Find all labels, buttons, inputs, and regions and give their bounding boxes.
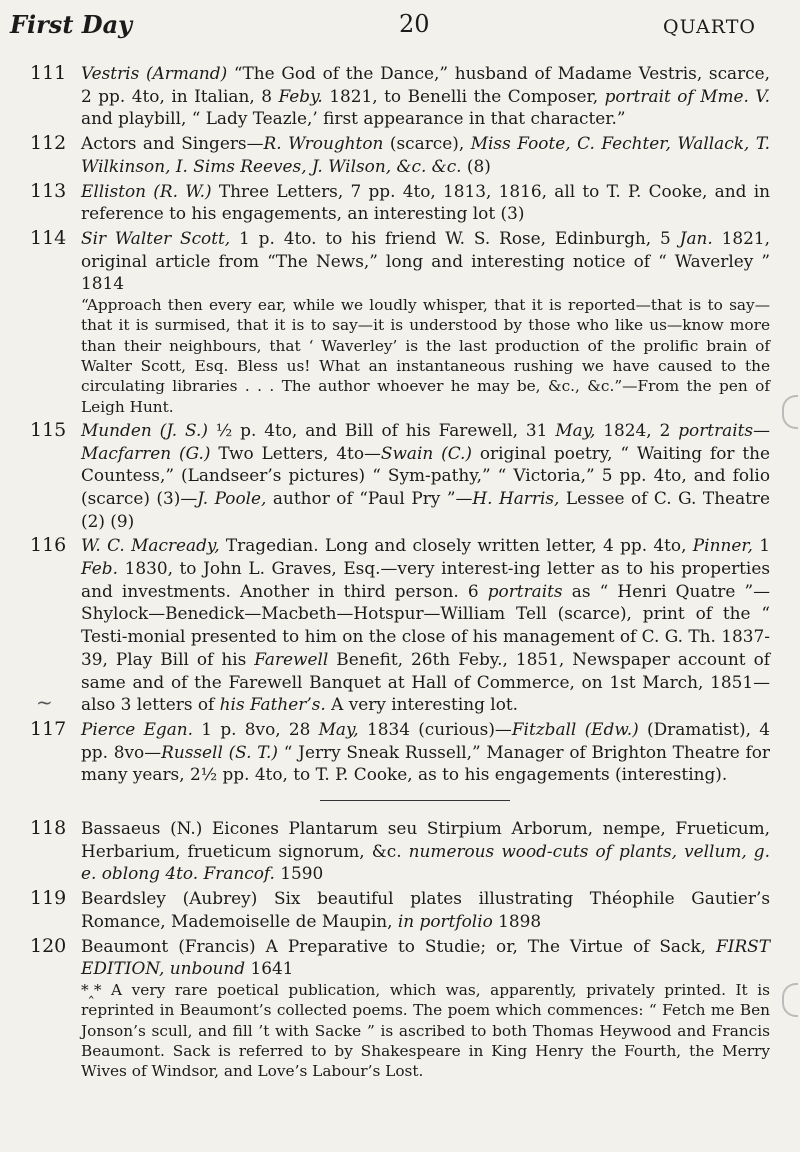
lot-text-segment: numerous wood-cuts of plants, vellum, g. e.: [81, 840, 770, 884]
lot-text-segment: Miss Foote, C. Fechter, Wallack, T. Wilkinson, I. Sims Reeves, J. Wilson, &c. &c.: [81, 133, 770, 176]
lot-text-segment: May,: [318, 718, 359, 739]
lot-entry: [30, 935, 770, 1082]
lot-entry: [30, 180, 770, 225]
lot-text-segment: 1834 (curious)—: [358, 718, 512, 739]
lot-description: [81, 935, 770, 980]
lot-text-segment: oblong 4to. Francof.: [101, 863, 275, 884]
format-label: QUARTO: [663, 16, 756, 38]
lot-text-segment: Russell (S. T.): [161, 741, 279, 762]
lot-text-segment: Jan.: [679, 227, 713, 248]
lot-text-segment: Beaumont (Francis) A Preparative to Studie; or, The Virtue of Sack,: [81, 935, 717, 956]
lot-entry: [30, 718, 770, 786]
lot-text-segment: as “ Henri Quatre ”—Shylock—Benedick—Macbeth—Hotspur—William Tell (scarce), print of the “ Testi-monial presented to him on the close of his management of C. G. Th. 1837-39, Play Bill of his: [81, 580, 770, 669]
lot-text-segment: in portfolio: [397, 910, 493, 931]
lot-text-segment: original poetry, “ Waiting for the Countess,” (Landseer’s pictures) “ Sym-pathy,” “ Victoria,” 5 pp. 4to, and folio (scarce) (3)—: [81, 442, 770, 508]
binding-tab: [782, 395, 798, 429]
lot-text-segment: Tragedian. Long and closely written letter, 4 pp. 4to,: [219, 535, 693, 556]
lot-number: 120: [30, 934, 67, 957]
lot-number: 114: [30, 226, 67, 249]
lot-text-segment: 1590: [274, 863, 324, 884]
lot-text-segment: Benefit, 26th Feby., 1851, Newspaper account of same and of the Farewell Banquet at Hall of Commerce, on 1st March, 1851—also 3 letters of: [81, 648, 771, 715]
lot-text-segment: Beardsley (Aubrey) Six beautiful plates illustrating Théophile Gautier’s Romance, Mademoiselle de Maupin,: [81, 888, 770, 931]
lot-text-segment: Lessee of C. G. Theatre (2) (9): [81, 487, 770, 531]
lot-entry: [30, 534, 770, 716]
lot-note: “Approach then every ear, while we loudly whisper, that it is reported—that is to say—that it is surmised, that it is to say—it is understood by those who like us—know more than their neighbours, that ‘ Waverley’ is the last production of the prolific brain of Walter Scott, Esq. Bless us! What an instantaneous rushing we have caused to the circulating libraries . . . The author whoever he may be, &c., &c.”—From the pen of Leigh Hunt.: [81, 296, 770, 416]
page-header: [0, 8, 800, 48]
lot-entry: [30, 817, 770, 885]
lot-text-segment: and playbill, “ Lady Teazle,’ first appearance in that character.”: [81, 108, 626, 129]
lot-text-segment: Pierce Egan.: [81, 718, 194, 739]
lot-text-segment: 1821, original article from “The News,” long and interesting notice of “ Waverley ” 1814: [81, 227, 770, 294]
lot-text-segment: Three Letters, 7 pp. 4to, 1813, 1816, all to T. P. Cooke, and in reference to his engagements, an interesting lot (3): [81, 180, 770, 224]
lot-text-segment: Two Letters, 4to—: [210, 442, 381, 463]
lot-text-segment: portraits: [487, 580, 563, 601]
lot-description: [81, 887, 770, 932]
lot-text-segment: “The God of the Dance,” husband of Madame Vestris, scarce, 2 pp. 4to, in Italian, 8: [81, 63, 770, 106]
lot-text-segment: 1898: [492, 910, 542, 931]
binding-tab: [782, 983, 798, 1017]
lot-text-segment: 1830, to John L. Graves, Esq.—very interest-ing letter as to his properties and investments. Another in third person. 6: [81, 558, 770, 601]
lot-text-segment: “ Jerry Sneak Russell,” Manager of Brighton Theatre for many years, 2½ pp. 4to, to T. P. Cooke, as to his engagements (interesting).: [81, 741, 771, 785]
lot-description: [81, 180, 770, 225]
lot-entry: [30, 227, 770, 417]
lot-text-segment: 1641: [245, 958, 294, 979]
lot-text-segment: author of “Paul Pry ”—: [266, 487, 473, 508]
page-number: 20: [399, 10, 430, 38]
lot-text-segment: 1824, 2: [595, 419, 679, 440]
lot-text-segment: (8): [461, 155, 491, 176]
lot-number: 111: [30, 62, 67, 84]
lot-text-segment: W. C. Macready,: [81, 535, 220, 556]
lot-text-segment: portrait of Mme. V.: [604, 85, 770, 106]
lot-number: 116: [30, 534, 67, 557]
lot-description: [81, 62, 770, 130]
lot-description: [81, 227, 770, 295]
lot-text-segment: 1 p. 8vo, 28: [193, 718, 319, 739]
lot-number: 117: [30, 717, 67, 740]
lot-text-segment: Feb.: [81, 558, 118, 579]
lot-text-segment: 1: [752, 535, 770, 556]
lot-text-segment: 1821, to Benelli the Composer,: [322, 85, 605, 106]
lot-text-segment: Pinner,: [692, 535, 753, 556]
lot-description: [81, 817, 770, 885]
lot-number: 112: [30, 132, 67, 155]
lot-text-segment: R. Wroughton: [263, 133, 384, 154]
lot-note: *‸* A very rare poetical publication, which was, apparently, privately printed. It is reprinted in Beaumont’s collected poems. The poem which commences: “ Fetch me Ben Jonson’s scull, and fill ’t with Sacke ” is ascribed to both Thomas Heywood and Francis Beaumont. Sack is referred to by Shakespeare in King Henry the Fourth, the Merry Wives of Windsor, and Love’s Labour’s Lost.: [81, 980, 770, 1081]
lot-text-segment: Fitzball (Edw.): [511, 718, 639, 739]
lot-text-segment: (scarce),: [383, 133, 471, 154]
lot-text-segment: H. Harris,: [472, 487, 560, 508]
lot-entry: [30, 419, 770, 533]
section-divider: [320, 800, 510, 801]
lot-text-segment: Sir Walter Scott,: [81, 227, 231, 248]
lot-text-segment: Bassaeus (N.) Eicones Plantarum seu Stirpium Arborum, nempe, Frueticum, Herbarium, frueticum signorum, &c.: [81, 818, 770, 861]
lot-text-segment: Vestris (Armand): [81, 63, 228, 83]
lot-text-segment: Actors and Singers—: [81, 133, 264, 154]
lot-text-segment: FIRST EDITION, unbound: [81, 935, 770, 979]
lot-text-segment: portraits—Macfarren (G.): [81, 419, 770, 463]
lot-entry: [30, 62, 770, 130]
lot-text-segment: A very interesting lot.: [325, 694, 519, 715]
lot-entry: [30, 132, 770, 177]
lot-text-segment: May,: [555, 419, 596, 440]
lot-entry: [30, 887, 770, 932]
lot-number: 119: [30, 887, 67, 910]
lot-description: [81, 419, 770, 533]
lot-number: 113: [30, 179, 67, 202]
lot-text-segment: Swain (C.): [380, 442, 473, 463]
lot-text-segment: (Dramatist), 4 pp. 8vo—: [81, 718, 771, 762]
lot-number: 118: [30, 817, 67, 840]
lot-description: [81, 132, 770, 177]
lot-text-segment: 1 p. 4to. to his friend W. S. Rose, Edinburgh, 5: [230, 227, 680, 248]
lot-text-segment: Munden (J. S.): [81, 419, 208, 440]
lot-list: [30, 62, 770, 1083]
lot-text-segment: Feby.: [278, 85, 323, 106]
lot-text-segment: Farewell: [254, 648, 329, 669]
marginal-annotation: ~: [36, 690, 53, 714]
day-label: First Day: [10, 10, 133, 39]
lot-description: [81, 718, 770, 786]
lot-text-segment: his Father’s.: [219, 694, 326, 715]
lot-number: 115: [30, 418, 67, 441]
lot-text-segment: ½ p. 4to, and Bill of his Farewell, 31: [207, 419, 556, 440]
lot-description: [81, 534, 770, 716]
lot-text-segment: J. Poole,: [197, 487, 267, 508]
lot-text-segment: Elliston (R. W.): [81, 180, 212, 201]
